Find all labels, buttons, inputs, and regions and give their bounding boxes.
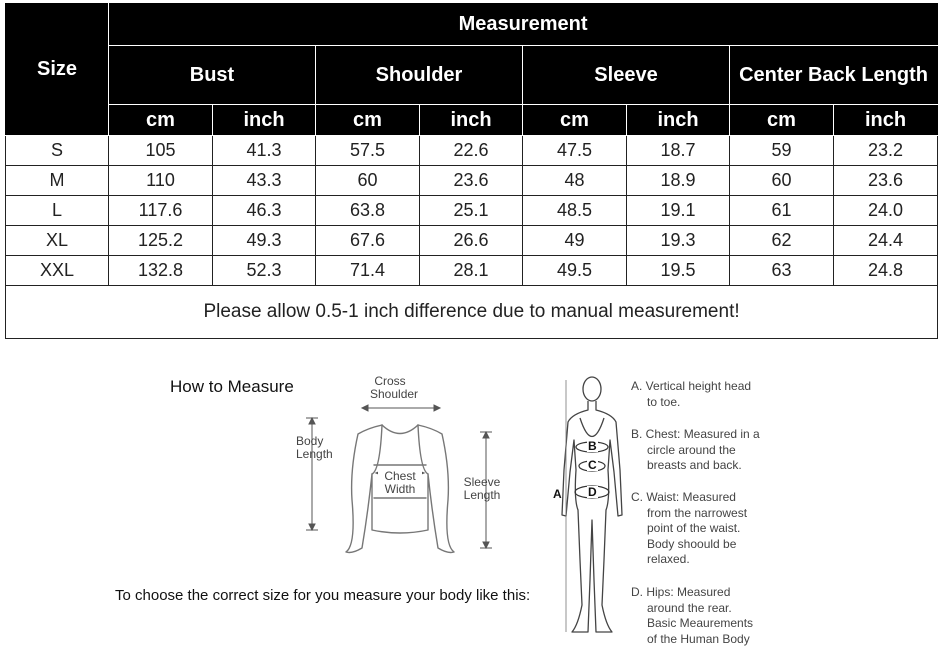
value-cell: 63.8 xyxy=(316,196,420,226)
value-cell: 23.6 xyxy=(834,166,938,196)
size-cell: XL xyxy=(6,226,109,256)
unit-header: cm xyxy=(523,105,627,136)
group-header-center-back-length: Center Back Length xyxy=(730,46,938,105)
size-column-header: Size xyxy=(6,4,109,136)
value-cell: 125.2 xyxy=(109,226,213,256)
value-cell: 63 xyxy=(730,256,834,286)
value-cell: 19.1 xyxy=(627,196,730,226)
group-header-shoulder: Shoulder xyxy=(316,46,523,105)
legend-item-a: A. Vertical height head to toe. xyxy=(631,379,752,409)
value-cell: 41.3 xyxy=(213,136,316,166)
value-cell: 132.8 xyxy=(109,256,213,286)
measurement-note: Please allow 0.5-1 inch difference due to manual measurement! xyxy=(6,286,938,339)
marker-c: C xyxy=(588,458,597,472)
garment-neckline xyxy=(382,425,418,434)
unit-header: inch xyxy=(834,105,938,136)
value-cell: 22.6 xyxy=(420,136,523,166)
legend-item-d: D. Hips: Measured around the rear. Basic Meaurements of the Human Body xyxy=(631,585,754,646)
value-cell: 19.5 xyxy=(627,256,730,286)
unit-header: inch xyxy=(420,105,523,136)
unit-header: cm xyxy=(730,105,834,136)
size-cell: L xyxy=(6,196,109,226)
value-cell: 18.9 xyxy=(627,166,730,196)
value-cell: 19.3 xyxy=(627,226,730,256)
value-cell: 49.5 xyxy=(523,256,627,286)
measurement-header: Measurement xyxy=(109,4,938,46)
how-to-measure-title: How to Measure xyxy=(170,377,294,396)
value-cell: 62 xyxy=(730,226,834,256)
value-cell: 59 xyxy=(730,136,834,166)
value-cell: 24.4 xyxy=(834,226,938,256)
value-cell: 46.3 xyxy=(213,196,316,226)
measure-instruction: To choose the correct size for you measure your body like this: xyxy=(115,587,531,604)
unit-header: inch xyxy=(213,105,316,136)
value-cell: 110 xyxy=(109,166,213,196)
size-cell: M xyxy=(6,166,109,196)
value-cell: 49.3 xyxy=(213,226,316,256)
unit-header: inch xyxy=(627,105,730,136)
value-cell: 105 xyxy=(109,136,213,166)
value-cell: 28.1 xyxy=(420,256,523,286)
value-cell: 24.0 xyxy=(834,196,938,226)
value-cell: 67.6 xyxy=(316,226,420,256)
value-cell: 49 xyxy=(523,226,627,256)
value-cell: 48 xyxy=(523,166,627,196)
value-cell: 71.4 xyxy=(316,256,420,286)
group-header-bust: Bust xyxy=(109,46,316,105)
value-cell: 60 xyxy=(316,166,420,196)
group-header-sleeve: Sleeve xyxy=(523,46,730,105)
size-cell: XXL xyxy=(6,256,109,286)
unit-header: cm xyxy=(316,105,420,136)
value-cell: 24.8 xyxy=(834,256,938,286)
value-cell: 47.5 xyxy=(523,136,627,166)
marker-b: B xyxy=(588,439,597,453)
value-cell: 43.3 xyxy=(213,166,316,196)
cross-shoulder-label: Cross Shoulder xyxy=(370,374,419,401)
value-cell: 18.7 xyxy=(627,136,730,166)
value-cell: 61 xyxy=(730,196,834,226)
value-cell: 23.2 xyxy=(834,136,938,166)
value-cell: 60 xyxy=(730,166,834,196)
value-cell: 117.6 xyxy=(109,196,213,226)
legend-item-b: B. Chest: Measured in a circle around the breasts and back. xyxy=(631,427,760,472)
size-cell: S xyxy=(6,136,109,166)
value-cell: 26.6 xyxy=(420,226,523,256)
value-cell: 52.3 xyxy=(213,256,316,286)
value-cell: 23.6 xyxy=(420,166,523,196)
value-cell: 25.1 xyxy=(420,196,523,226)
value-cell: 57.5 xyxy=(316,136,420,166)
unit-header: cm xyxy=(109,105,213,136)
marker-d: D xyxy=(588,485,597,499)
chest-width-label: Chest Width xyxy=(378,470,422,496)
value-cell: 48.5 xyxy=(523,196,627,226)
body-length-label: Body Length xyxy=(296,434,333,461)
sleeve-length-label: Sleeve Length xyxy=(463,475,501,502)
marker-a: A xyxy=(553,487,562,501)
legend-item-c: C. Waist: Measured from the narrowest point of the waist. Body shoould be relaxed. xyxy=(631,490,748,566)
